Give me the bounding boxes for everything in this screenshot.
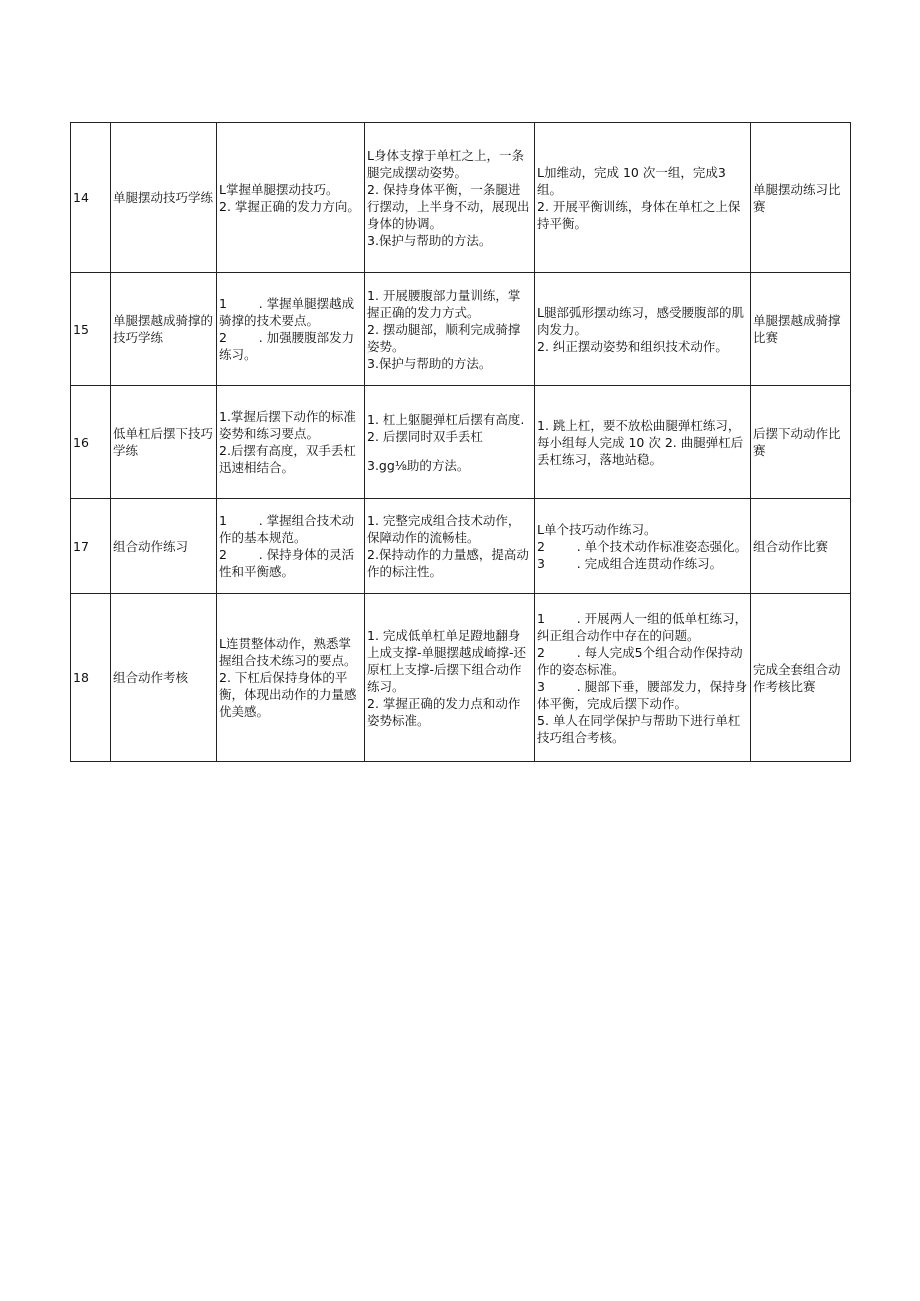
- lesson-number: 18: [71, 594, 111, 762]
- practice-line: L单个技巧动作练习。: [537, 521, 657, 537]
- practice-line: 3 . 腿部下垂，腰部发力，保持身体平衡，完成后摆下动作。: [537, 678, 748, 711]
- practice-line: L加维动，完成 10 次一组，完成3组。: [537, 164, 726, 197]
- content-line: 1. 完整完成组合技术动作，保障动作的流畅桂。: [367, 513, 521, 545]
- lesson-plan-table: [70, 122, 851, 762]
- practice-line: 3 . 完成组合连贯动作练习。: [537, 555, 723, 571]
- content-line: 2. 摆动腿部，顺利完成骑撑姿势。: [367, 321, 521, 354]
- lesson-content: [365, 273, 535, 386]
- goal-line: L掌握单腿摆动技巧。: [219, 181, 339, 197]
- practice-line: 2 . 每人完成5个组合动作保持动作的姿态标准。: [537, 644, 743, 677]
- goal-line: 2 . 保持身体的灵活性和平衡感。: [219, 547, 355, 579]
- goal-line: 1 . 掌握单腿摆越成骑撑的技术要点。: [219, 296, 355, 328]
- lesson-topic: 组合动作考核: [111, 594, 217, 762]
- lesson-number: 17: [71, 499, 111, 594]
- practice-line: 2 . 单个技术动作标准姿态强化。: [537, 538, 748, 554]
- table-row: [71, 123, 851, 273]
- lesson-game: 组合动作比赛: [751, 499, 851, 594]
- lesson-game: 完成全套组合动作考核比赛: [751, 594, 851, 762]
- lesson-practice: [535, 594, 751, 762]
- content-line: 3.gg⅛助的方法。: [367, 457, 470, 473]
- lesson-goals: [217, 386, 365, 499]
- goal-line: L连贯整体动作，熟悉掌握组合技术练习的要点。: [219, 636, 357, 668]
- lesson-game: 单腿摆越成骑撑比赛: [751, 273, 851, 386]
- content-line: L身体支撑于单杠之上，一条腿完成摆动姿势。: [367, 147, 524, 180]
- lesson-practice: [535, 123, 751, 273]
- lesson-game: 后摆下动动作比赛: [751, 386, 851, 499]
- lesson-topic: 低单杠后摆下技巧学练: [111, 386, 217, 499]
- lesson-practice: [535, 386, 751, 499]
- goal-line: 2.后摆有高度，双手丢杠迅速相结合。: [219, 443, 356, 475]
- lesson-game: 单腿摆动练习比赛: [751, 123, 851, 273]
- goal-line: 1.掌握后摆下动作的标准姿势和练习要点。: [219, 409, 356, 441]
- content-line: 1. 杠上躯腿弹杠后摆有高度.: [367, 411, 525, 427]
- lesson-goals: [217, 594, 365, 762]
- lesson-topic: 单腿摆越成骑撑的技巧学练: [111, 273, 217, 386]
- practice-line: L腿部弧形摆动练习，感受腰腹部的肌肉发力。: [537, 304, 744, 337]
- goal-line: 2 . 加强腰腹部发力练习。: [219, 330, 355, 362]
- content-line: 3.保护与帮助的方法。: [367, 355, 492, 371]
- lesson-goals: [217, 123, 365, 273]
- lesson-content: [365, 123, 535, 273]
- lesson-goals: [217, 499, 365, 594]
- lesson-content: [365, 499, 535, 594]
- lesson-plan-body: [71, 123, 851, 762]
- content-line: 2. 保持身体平衡，一条腿进行摆动，上半身不动，展现出身体的协调。: [367, 181, 530, 231]
- content-line: 1. 完成低单杠单足蹬地翻身上成支撑-单腿摆越成崎撑-还原杠上支撑-后摆下组合动作练习。: [367, 627, 527, 694]
- lesson-topic: 单腿摆动技巧学练: [111, 123, 217, 273]
- practice-line: 5. 单人在同学保护与帮助下进行单杠技巧组合考核。: [537, 712, 741, 745]
- table-row: [71, 273, 851, 386]
- practice-line: 2. 纠正摆动姿势和组织技术动作。: [537, 338, 728, 354]
- practice-line: 1 . 开展两人一组的低单杠练习，纠正组合动作中存在的问题。: [537, 610, 748, 643]
- table-row: [71, 594, 851, 762]
- content-line: 2.保持动作的力量感，提高动作的标注性。: [367, 547, 529, 579]
- content-line: 1. 开展腰腹部力量训练，掌握正确的发力方式。: [367, 287, 521, 320]
- lesson-number: 16: [71, 386, 111, 499]
- lesson-practice: [535, 499, 751, 594]
- table-row: [71, 386, 851, 499]
- lesson-topic: 组合动作练习: [111, 499, 217, 594]
- practice-line: 1. 跳上杠，要不放松曲腿弹杠练习，每小组每人完成 10 次 2. 曲腿弹杠后丢杠练习，落地站稳。: [537, 417, 744, 467]
- table-row: [71, 499, 851, 594]
- lesson-number: 15: [71, 273, 111, 386]
- goal-line: 2. 下杠后保持身体的平衡，体现出动作的力量感优美感。: [219, 670, 357, 719]
- content-line: 2. 掌握正确的发力点和动作姿势标准。: [367, 695, 521, 728]
- content-line: 3.保护与帮助的方法。: [367, 232, 492, 248]
- practice-line: 2. 开展平衡训练，身体在单杠之上保持平衡。: [537, 198, 741, 231]
- lesson-number: 14: [71, 123, 111, 273]
- content-line: 2. 后摆同时双手丢杠: [367, 428, 483, 444]
- lesson-content: [365, 386, 535, 499]
- goal-line: 2. 掌握正确的发力方向。: [219, 198, 360, 214]
- lesson-practice: [535, 273, 751, 386]
- lesson-goals: [217, 273, 365, 386]
- lesson-content: [365, 594, 535, 762]
- goal-line: 1 . 掌握组合技术动作的基本规范。: [219, 513, 355, 545]
